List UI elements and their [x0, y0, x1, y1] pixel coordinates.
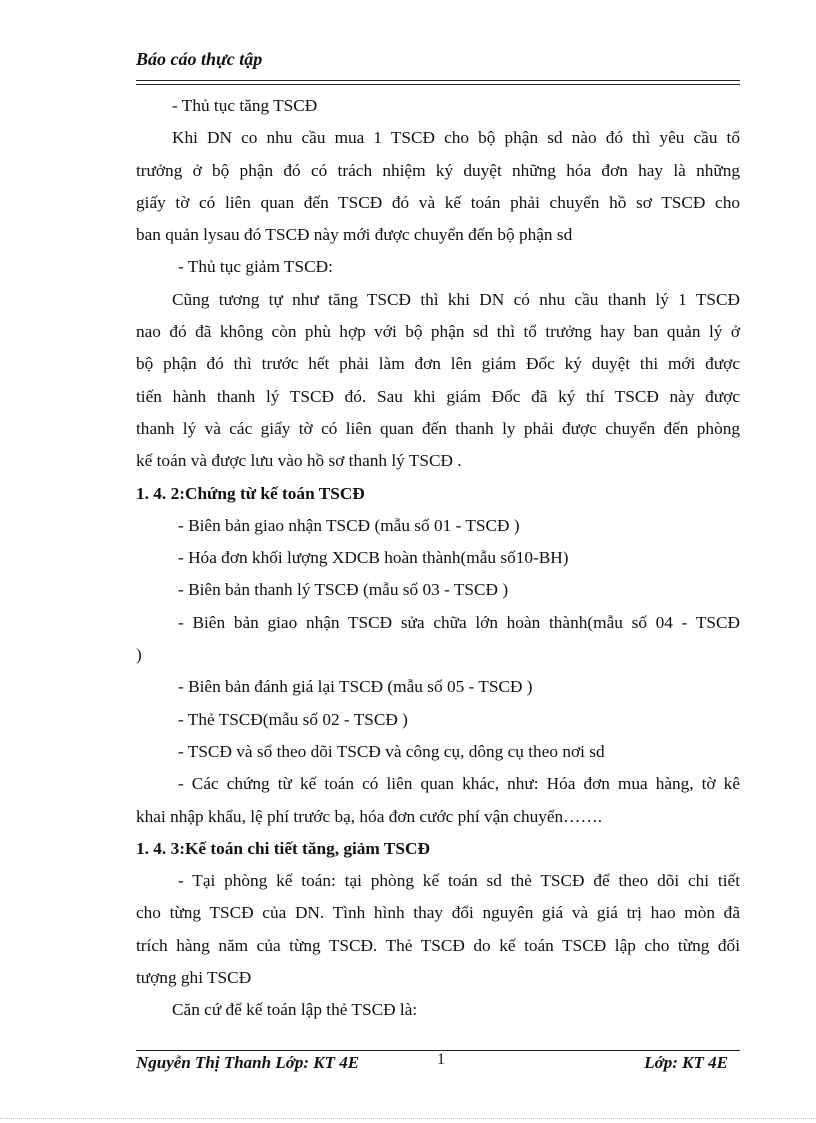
list-item: - Hóa đơn khối lượng XDCB hoàn thành(mẫu số10-BH) [178, 548, 569, 568]
text-line: trưởng ở bộ phận đó có trách nhiệm ký duyệt những hóa đơn hay là những [136, 160, 740, 180]
text-line: cho từng TSCĐ của DN. Tình hình thay đổi nguyên giá và giá trị hao mòn đã [136, 903, 740, 923]
footer-class: Lớp: KT 4E [644, 1053, 728, 1072]
text-line: giấy tờ có liên quan đến TSCĐ đó và kế toán phải chuyển hồ sơ TSCĐ cho [136, 192, 740, 212]
text-line: nao đó đã không còn phù hợp với bộ phận sd thì tổ trưởng hay ban quản lý ở [136, 322, 740, 342]
footer-author: Nguyễn Thị Thanh Lớp: KT 4E [136, 1053, 360, 1072]
text-line: thanh lý và các giấy tờ có liên quan đến thanh ly phải được chuyển đến phòng [136, 418, 740, 438]
text-line: kế toán và được lưu vào hồ sơ thanh lý TSCĐ . [136, 451, 462, 471]
text-line: ) [136, 645, 142, 665]
header-rule-top [136, 80, 740, 81]
header-rule-bottom [136, 84, 740, 85]
section-heading-1-4-2: 1. 4. 2:Chứng từ kế toán TSCĐ [136, 483, 365, 503]
page-number: 1 [437, 1051, 445, 1068]
list-item: - Biên bản giao nhận TSCĐ sửa chữa lớn hoàn thành(mẫu số 04 - TSCĐ [178, 612, 740, 632]
page-bottom-dotted-line [0, 1118, 816, 1119]
text-line: - Thủ tục tăng TSCĐ [172, 96, 318, 115]
list-item: - Biên bản đánh giá lại TSCĐ (mẫu số 05 - TSCĐ ) [178, 677, 533, 697]
text-line: tượng ghi TSCĐ [136, 968, 252, 988]
text-line: - Tại phòng kế toán: tại phòng kế toán sd thẻ TSCĐ để theo dõi chi tiết [178, 871, 740, 891]
text-line: bộ phận đó thì trước hết phải làm đơn lên giám Đốc ký duyệt thi mới được [136, 354, 740, 374]
text-line: tiến hành thanh lý TSCĐ đó. Sau khi giám Đốc đã ký thí TSCĐ này được [136, 386, 740, 406]
section-heading-1-4-3: 1. 4. 3:Kế toán chi tiết tăng, giảm TSCĐ [136, 838, 430, 858]
text-line: trích hàng năm của từng TSCĐ. Thẻ TSCĐ do kế toán TSCĐ lập cho từng đối [136, 935, 740, 955]
text-line: - Thủ tục giảm TSCĐ: [178, 257, 333, 277]
text-line: khai nhập khẩu, lệ phí trước bạ, hóa đơn cước phí vận chuyển……. [136, 806, 603, 826]
list-item: - TSCĐ và sổ theo dõi TSCĐ và công cụ, dông cụ theo nơi sd [178, 741, 605, 761]
list-item: - Biên bản giao nhận TSCĐ (mẫu số 01 - TSCĐ ) [178, 515, 520, 535]
text-line: Cũng tương tự như tăng TSCĐ thì khi DN có nhu cầu thanh lý 1 TSCĐ [172, 289, 740, 309]
list-item: - Thẻ TSCĐ(mẫu số 02 - TSCĐ ) [178, 709, 408, 729]
page-footer [136, 1053, 740, 1081]
list-item: - Biên bản thanh lý TSCĐ (mẫu số 03 - TSCĐ ) [178, 580, 509, 600]
list-item: - Các chứng từ kế toán có liên quan khác, như: Hóa đơn mua hàng, tờ kê [178, 774, 740, 794]
document-body [136, 90, 740, 1027]
text-line: Khi DN co nhu cầu mua 1 TSCĐ cho bộ phận sd nào đó thì yêu cầu tổ [172, 128, 740, 148]
text-line: ban quản lysau đó TSCĐ này mới được chuyển đến bộ phận sd [136, 225, 573, 245]
text-line: Căn cứ để kế toán lập thẻ TSCĐ là: [172, 1000, 418, 1020]
report-header-title: Báo cáo thực tập [136, 49, 263, 69]
